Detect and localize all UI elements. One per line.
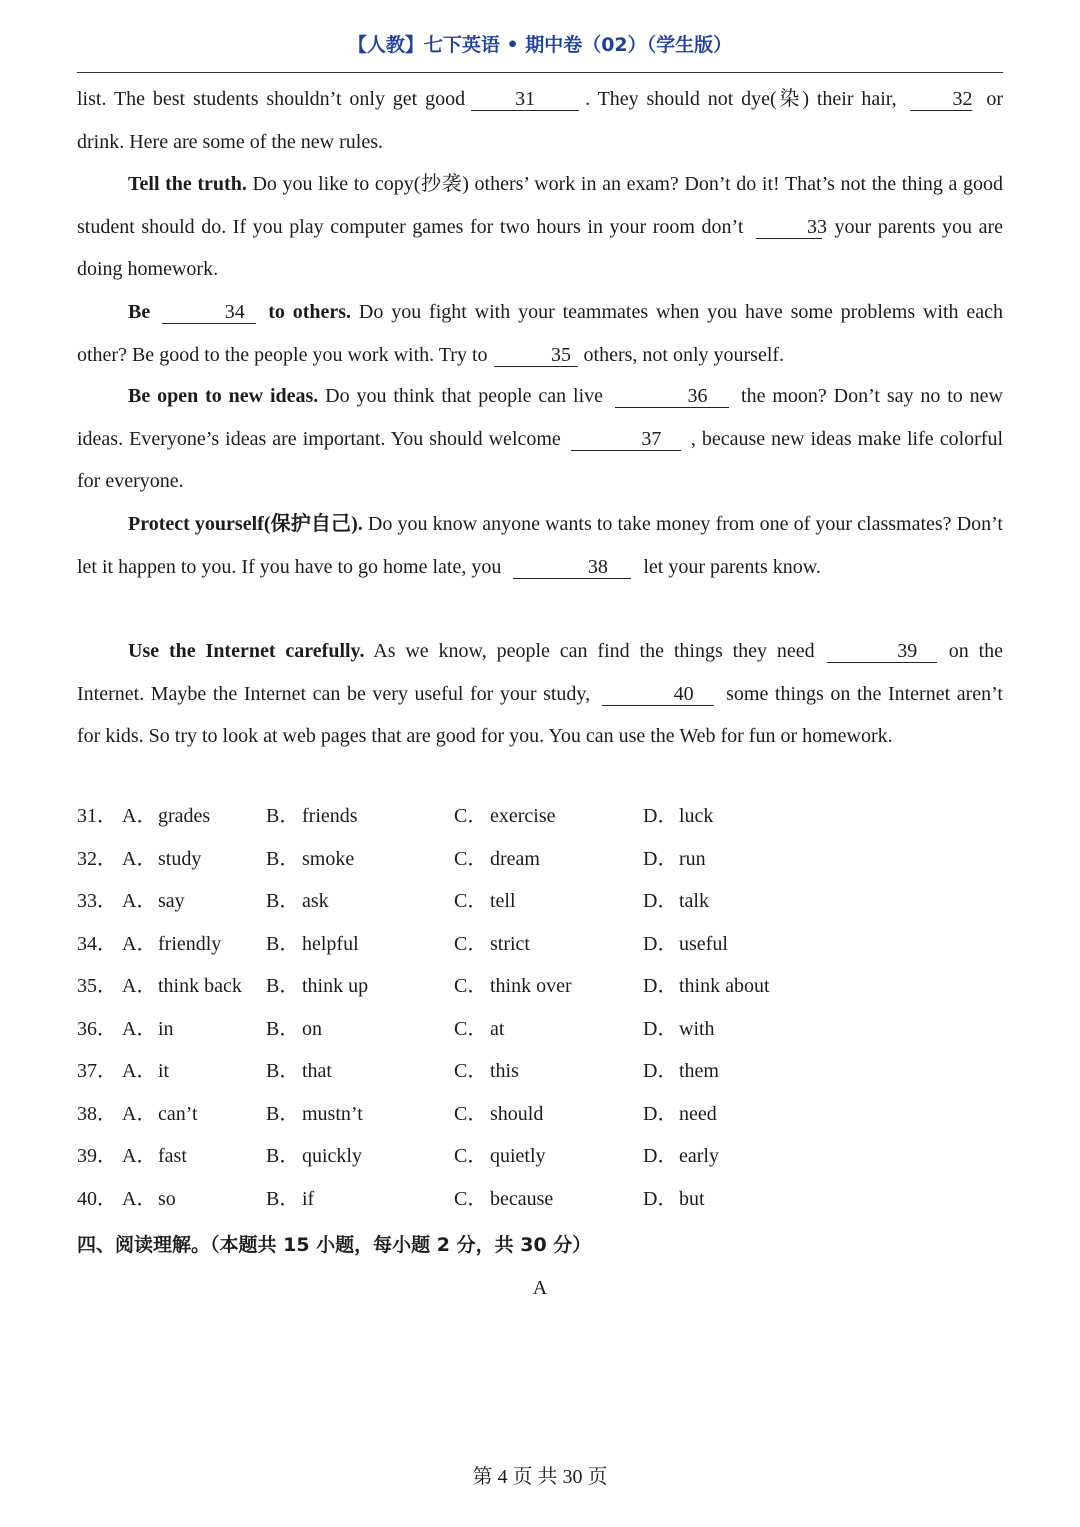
page-header-title: 【人教】七下英语 • 期中卷（02）（学生版） — [347, 34, 733, 56]
option-b[interactable]: B． on — [266, 1017, 322, 1040]
question-number: 40． — [77, 1187, 117, 1210]
paragraph-heading: to others. — [268, 301, 352, 323]
text: let your parents know. — [643, 555, 821, 578]
question-number: 32． — [77, 847, 117, 870]
blank-37[interactable]: 37 — [571, 428, 681, 451]
option-b[interactable]: B． quickly — [266, 1145, 362, 1167]
blank-39[interactable]: 39 — [827, 640, 937, 663]
option-c[interactable]: C． at — [454, 1017, 505, 1040]
option-d[interactable]: D．need — [643, 1102, 717, 1125]
text: Do you know anyone wants to take money from one of your classmates? Don’t let it happen to you. If you have to go home late, you — [77, 513, 1003, 578]
paragraph-heading: Use the Internet carefully. — [128, 640, 365, 662]
option-a[interactable]: A．fast — [122, 1145, 187, 1167]
question-number: 33． — [77, 890, 117, 912]
blank-31[interactable]: 31 — [471, 88, 579, 111]
paragraph-heading: Be — [128, 301, 151, 323]
text: Do you fight with your teammates when you have some problems with each other? Be good to the people you work with. Try to — [77, 301, 1003, 366]
option-a[interactable]: A．so — [122, 1187, 176, 1210]
option-row — [77, 1097, 1003, 1140]
question-number: 39． — [77, 1145, 117, 1167]
text: on the Internet. Maybe the Internet can be very useful for your study, — [77, 640, 1004, 705]
option-row — [77, 969, 1003, 1012]
option-b[interactable]: B． mustn’t — [266, 1102, 363, 1125]
option-b[interactable]: B． that — [266, 1060, 332, 1082]
question-number: 34． — [77, 932, 117, 955]
option-c[interactable]: C． this — [454, 1060, 519, 1082]
blank-35[interactable]: 35 — [494, 344, 578, 367]
paragraph-be-friendly — [77, 291, 1003, 376]
paragraph-heading: Be open to new ideas. — [128, 385, 319, 407]
question-number: 35． — [77, 975, 117, 997]
option-b[interactable]: B． ask — [266, 890, 329, 912]
option-row — [77, 799, 1003, 842]
option-a[interactable]: A．friendly — [122, 932, 222, 955]
blank-32[interactable]: 32 — [910, 88, 972, 111]
option-row — [77, 927, 1003, 970]
option-c[interactable]: C． exercise — [454, 805, 556, 827]
option-row — [77, 1012, 1003, 1055]
option-row — [77, 1139, 1003, 1182]
option-d[interactable]: D．talk — [643, 890, 709, 912]
option-d[interactable]: D．luck — [643, 805, 714, 827]
blank-38[interactable]: 38 — [513, 556, 631, 579]
text: As we know, people can find the things they need — [364, 640, 815, 662]
question-number: 36． — [77, 1017, 117, 1040]
page-footer: 第 4 页 共 30 页 — [472, 1466, 608, 1488]
paragraph-internet — [77, 630, 1003, 758]
option-b[interactable]: B． think up — [266, 975, 369, 997]
paragraph-protect-yourself — [77, 503, 1003, 588]
option-a[interactable]: A．it — [122, 1060, 170, 1082]
header-divider — [77, 72, 1003, 73]
option-row — [77, 1054, 1003, 1097]
option-c[interactable]: C． dream — [454, 847, 540, 870]
option-d[interactable]: D．but — [643, 1187, 705, 1210]
option-a[interactable]: A．say — [122, 890, 185, 912]
paragraph-new-ideas — [77, 375, 1003, 503]
question-number: 37． — [77, 1060, 117, 1082]
paragraph-tell-truth — [77, 163, 1003, 291]
blank-40[interactable]: 40 — [602, 683, 714, 706]
text: list. The best students shouldn’t only get good — [77, 88, 466, 110]
text: your parents you are doing homework. — [77, 215, 1004, 281]
option-c[interactable]: C． tell — [454, 890, 516, 912]
text: some things on the Internet aren’t for kids. So try to look at web pages that are good for you. You can use the Web for fun or homework. — [77, 682, 1003, 748]
option-a[interactable]: A．in — [122, 1017, 174, 1040]
option-a[interactable]: A．can’t — [122, 1102, 198, 1125]
option-b[interactable]: B． smoke — [266, 847, 355, 870]
option-a[interactable]: A．grades — [122, 805, 211, 827]
option-row — [77, 884, 1003, 927]
option-b[interactable]: B． if — [266, 1187, 315, 1210]
option-c[interactable]: C． should — [454, 1102, 544, 1125]
option-b[interactable]: B． friends — [266, 805, 358, 827]
text: , because new ideas make life colorful for everyone. — [77, 427, 1003, 493]
text: . They should not dye(染) their hair, — [585, 88, 897, 110]
question-number: 38． — [77, 1102, 117, 1125]
option-row — [77, 842, 1003, 885]
option-d[interactable]: D．run — [643, 847, 706, 870]
option-d[interactable]: D．useful — [643, 932, 728, 955]
option-d[interactable]: D．think about — [643, 975, 770, 997]
section-part-label: A — [532, 1277, 548, 1299]
blank-33[interactable]: 33 — [756, 216, 822, 239]
blank-36[interactable]: 36 — [615, 385, 729, 408]
option-d[interactable]: D．them — [643, 1060, 719, 1082]
question-number: 31． — [77, 805, 117, 827]
option-d[interactable]: D．early — [643, 1145, 719, 1167]
option-c[interactable]: C． because — [454, 1187, 554, 1210]
text: the moon? Don’t say no to new ideas. Everyone’s ideas are important. You should welcome — [77, 385, 1003, 450]
text: Do you think that people can live — [318, 385, 604, 407]
option-row — [77, 1182, 1003, 1225]
paragraph-heading: Protect yourself(保护自己). — [128, 513, 363, 535]
option-c[interactable]: C． think over — [454, 975, 572, 997]
section-title: 四、阅读理解。（本题共 15 小题，每小题 2 分，共 30 分） — [77, 1234, 592, 1256]
option-c[interactable]: C． strict — [454, 932, 530, 955]
blank-34[interactable]: 34 — [162, 301, 256, 324]
paragraph-heading: Tell the truth. — [128, 173, 247, 195]
option-a[interactable]: A．study — [122, 847, 202, 870]
paragraph-intro — [77, 78, 1003, 163]
text: or drink. Here are some of the new rules. — [77, 88, 1004, 153]
options-list — [77, 799, 1003, 1224]
option-c[interactable]: C． quietly — [454, 1145, 546, 1167]
option-b[interactable]: B． helpful — [266, 932, 359, 955]
option-d[interactable]: D．with — [643, 1017, 715, 1040]
option-a[interactable]: A．think back — [122, 975, 242, 997]
text: Do you like to copy(抄袭) others’ work in an exam? Don’t do it! That’s not the thing a good student should do. If you play computer games for two hours in your room don’t — [77, 173, 1003, 238]
text: others, not only yourself. — [583, 343, 785, 366]
